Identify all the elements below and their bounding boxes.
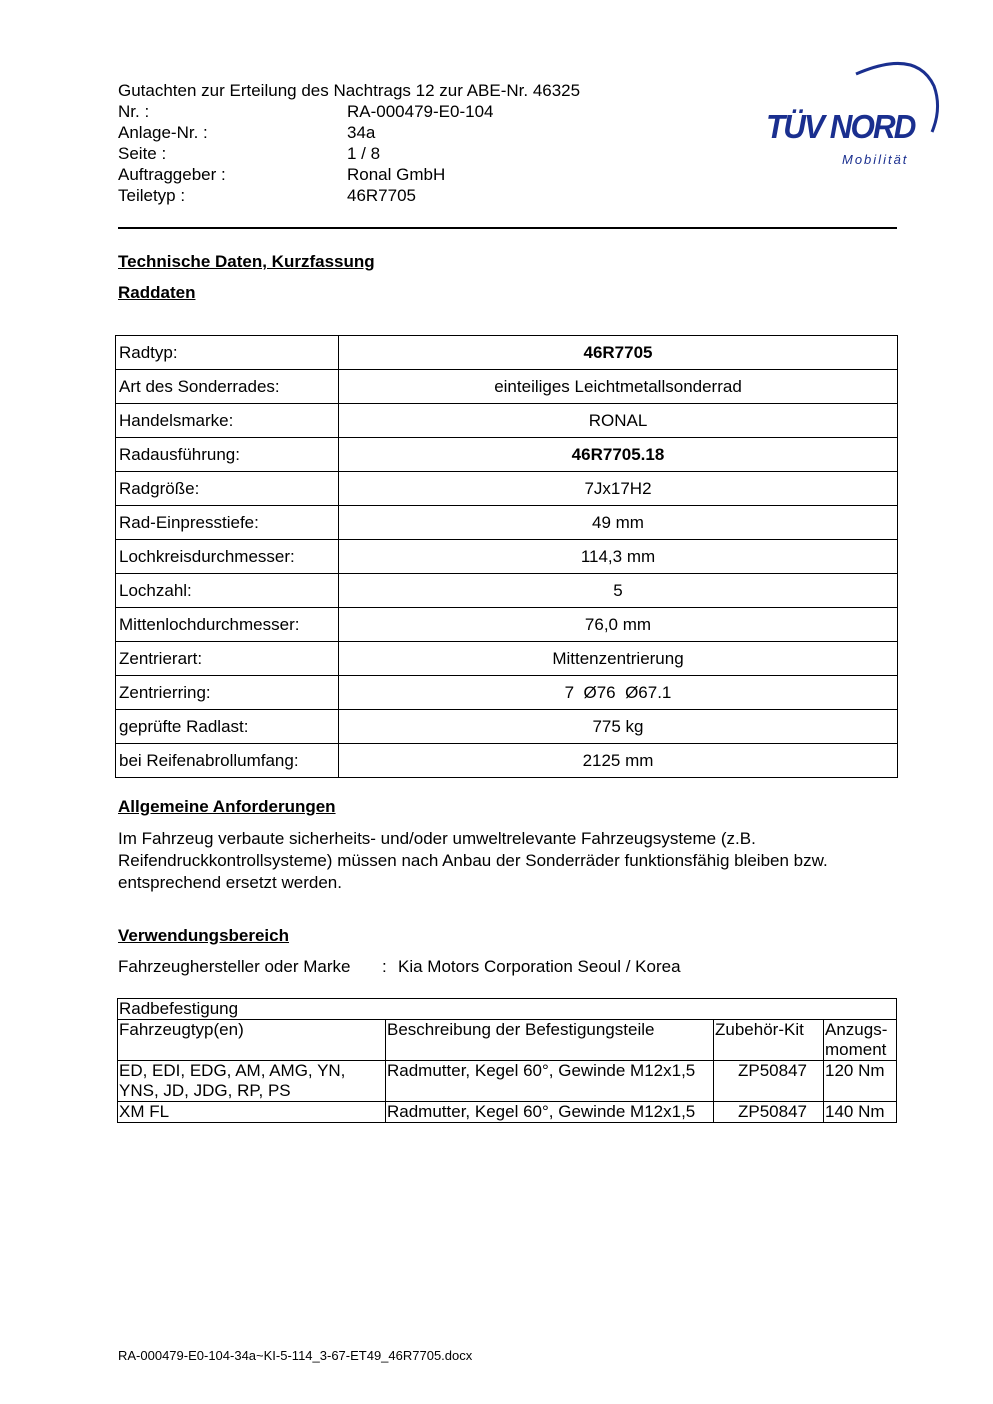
table-row <box>116 540 898 574</box>
section-general-heading: Allgemeine Anforderungen <box>118 797 336 816</box>
table-row <box>116 642 898 676</box>
table-row <box>116 370 898 404</box>
table-title: Radbefestigung <box>118 999 897 1020</box>
row-value: 775 kg <box>339 710 898 744</box>
row-value: RONAL <box>339 404 898 438</box>
row-key: Zentrierring: <box>116 676 339 710</box>
table-row <box>116 336 898 370</box>
table-row <box>116 438 898 472</box>
table-row <box>118 1061 897 1102</box>
table-header-row <box>118 1020 897 1061</box>
row-value: 7 Ø76 Ø67.1 <box>339 676 898 710</box>
section-usage-heading: Verwendungsbereich <box>118 926 289 945</box>
row-key: Radausführung: <box>116 438 339 472</box>
header-rule <box>118 227 897 229</box>
table-cell: XM FL <box>118 1102 386 1123</box>
table-row <box>116 574 898 608</box>
row-key: Art des Sonderrades: <box>116 370 339 404</box>
tuev-nord-logo <box>766 56 946 176</box>
document-header <box>118 80 580 206</box>
row-key: bei Reifenabrollumfang: <box>116 744 339 778</box>
table-cell: 140 Nm <box>824 1102 897 1123</box>
table-cell: Radmutter, Kegel 60°, Gewinde M12x1,5 <box>386 1061 714 1102</box>
header-label: Seite : <box>118 144 167 163</box>
row-value: 46R7705 <box>339 336 898 370</box>
row-key: Radtyp: <box>116 336 339 370</box>
table-row <box>116 472 898 506</box>
column-header: Beschreibung der Befestigungsteile <box>386 1020 714 1061</box>
row-key: Lochzahl: <box>116 574 339 608</box>
table-cell: ZP50847 <box>714 1102 824 1123</box>
wheel-data-table <box>115 335 898 778</box>
column-header: Fahrzeugtyp(en) <box>118 1020 386 1061</box>
header-title: Gutachten zur Erteilung des Nachtrags 12 zur ABE-Nr. 46325 <box>118 81 581 100</box>
column-header: Zubehör-Kit <box>714 1020 824 1061</box>
usage-separator: : <box>382 957 387 976</box>
header-label: Nr. : <box>118 102 150 121</box>
header-value: Ronal GmbH <box>347 165 446 184</box>
logo-sub: Mobilität <box>842 152 909 167</box>
column-header: Anzugs-moment <box>824 1020 897 1061</box>
header-label: Anlage-Nr. : <box>118 123 208 142</box>
row-value: 46R7705.18 <box>339 438 898 472</box>
row-value: 7Jx17H2 <box>339 472 898 506</box>
table-cell: ED, EDI, EDG, AM, AMG, YN, YNS, JD, JDG, RP, PS <box>118 1061 386 1102</box>
header-row-auftraggeber <box>118 164 580 185</box>
row-key: Mittenlochdurchmesser: <box>116 608 339 642</box>
table-title-row <box>118 999 897 1020</box>
header-row-teiletyp <box>118 185 580 206</box>
table-row <box>116 506 898 540</box>
table-cell: 120 Nm <box>824 1061 897 1102</box>
table-cell: Radmutter, Kegel 60°, Gewinde M12x1,5 <box>386 1102 714 1123</box>
header-value: 34a <box>347 123 376 142</box>
header-label: Teiletyp : <box>118 186 186 205</box>
row-key: Zentrierart: <box>116 642 339 676</box>
usage-label: Fahrzeughersteller oder Marke <box>118 957 351 976</box>
header-value: 46R7705 <box>347 186 417 205</box>
wheel-fixing-table <box>117 998 897 1123</box>
table-row <box>116 404 898 438</box>
row-value: Mittenzentrierung <box>339 642 898 676</box>
section-wheel-heading: Raddaten <box>118 283 196 302</box>
row-value: 76,0 mm <box>339 608 898 642</box>
table-row <box>116 710 898 744</box>
header-value: RA-000479-E0-104 <box>347 102 494 121</box>
table-cell: ZP50847 <box>714 1061 824 1102</box>
row-key: Rad-Einpresstiefe: <box>116 506 339 540</box>
general-paragraph: Im Fahrzeug verbaute sicherheits- und/oder umweltrelevante Fahrzeugsysteme (z.B. Reifendruckkontrollsysteme) müssen nach Anbau der Sonderräder funktionsfähig bleiben bzw. entsprechend ersetzt werden. <box>118 829 828 892</box>
table-row <box>116 608 898 642</box>
usage-line <box>118 957 681 977</box>
row-value: 114,3 mm <box>339 540 898 574</box>
table-row <box>116 676 898 710</box>
header-value: 1 / 8 <box>347 144 381 163</box>
row-key: geprüfte Radlast: <box>116 710 339 744</box>
header-label: Auftraggeber : <box>118 165 226 184</box>
row-key: Radgröße: <box>116 472 339 506</box>
table-row <box>118 1102 897 1123</box>
row-value: 49 mm <box>339 506 898 540</box>
row-key: Handelsmarke: <box>116 404 339 438</box>
row-value: 5 <box>339 574 898 608</box>
header-row-anlage <box>118 122 580 143</box>
usage-value: Kia Motors Corporation Seoul / Korea <box>398 957 681 976</box>
header-row-seite <box>118 143 580 164</box>
table-row <box>116 744 898 778</box>
row-value: 2125 mm <box>339 744 898 778</box>
footer-filename: RA-000479-E0-104-34a~KI-5-114_3-67-ET49_46R7705.docx <box>118 1348 473 1363</box>
row-key: Lochkreisdurchmesser: <box>116 540 339 574</box>
logo-brand: TÜV NORD <box>766 108 915 145</box>
row-value: einteiliges Leichtmetallsonderrad <box>339 370 898 404</box>
section-tech-heading: Technische Daten, Kurzfassung <box>118 252 375 271</box>
header-row-nr <box>118 101 580 122</box>
